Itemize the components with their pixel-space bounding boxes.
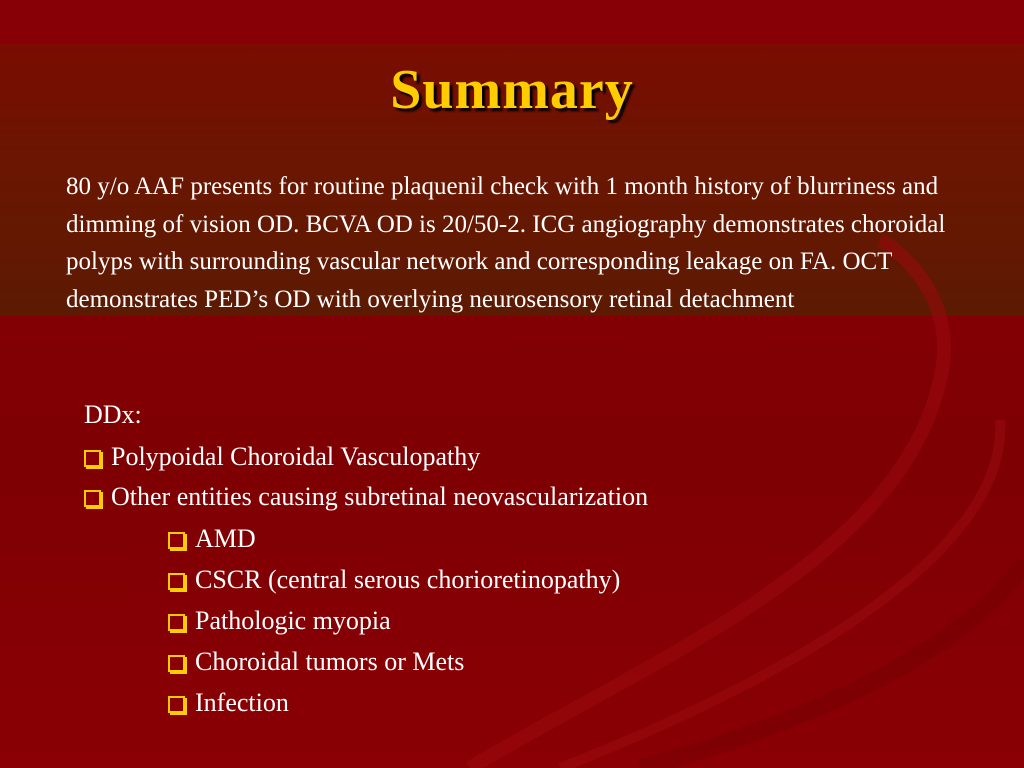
bullet-text: Other entities causing subretinal neovascularization [111,482,649,511]
bullet-item [84,442,480,472]
sub-bullet-item [168,606,391,636]
hollow-square-bullet-icon [168,655,185,672]
bullet-text: Polypoidal Choroidal Vasculopathy [111,442,481,471]
sub-bullet-text: AMD [195,524,256,553]
sub-bullet-item [168,524,256,554]
slide-title: Summary [390,59,634,121]
bullet-item [84,482,648,512]
sub-bullet-item [168,688,289,718]
hollow-square-bullet-icon [84,450,101,467]
ddx-label: DDx: [84,400,142,429]
hollow-square-bullet-icon [168,696,185,713]
sub-bullet-text: Pathologic myopia [195,606,391,635]
sub-bullet-item [168,565,620,595]
sub-bullet-text: Infection [195,688,289,717]
hollow-square-bullet-icon [168,532,185,549]
sub-bullet-item [168,647,464,677]
hollow-square-bullet-icon [168,614,185,631]
sub-bullet-text: CSCR (central serous chorioretinopathy) [195,565,621,594]
hollow-square-bullet-icon [84,490,101,507]
hollow-square-bullet-icon [168,573,185,590]
sub-bullet-text: Choroidal tumors or Mets [195,647,465,676]
case-summary-text: 80 y/o AAF presents for routine plaquenil check with 1 month history of blurriness and dimming of vision OD. BCVA OD is 20/50-2. ICG angiography demonstrates choroidal polyps with surrounding vascular network and corresponding leakage on FA. OCT demonstrates PED’s OD with overlying neurosensory retinal detachment [66,173,946,313]
